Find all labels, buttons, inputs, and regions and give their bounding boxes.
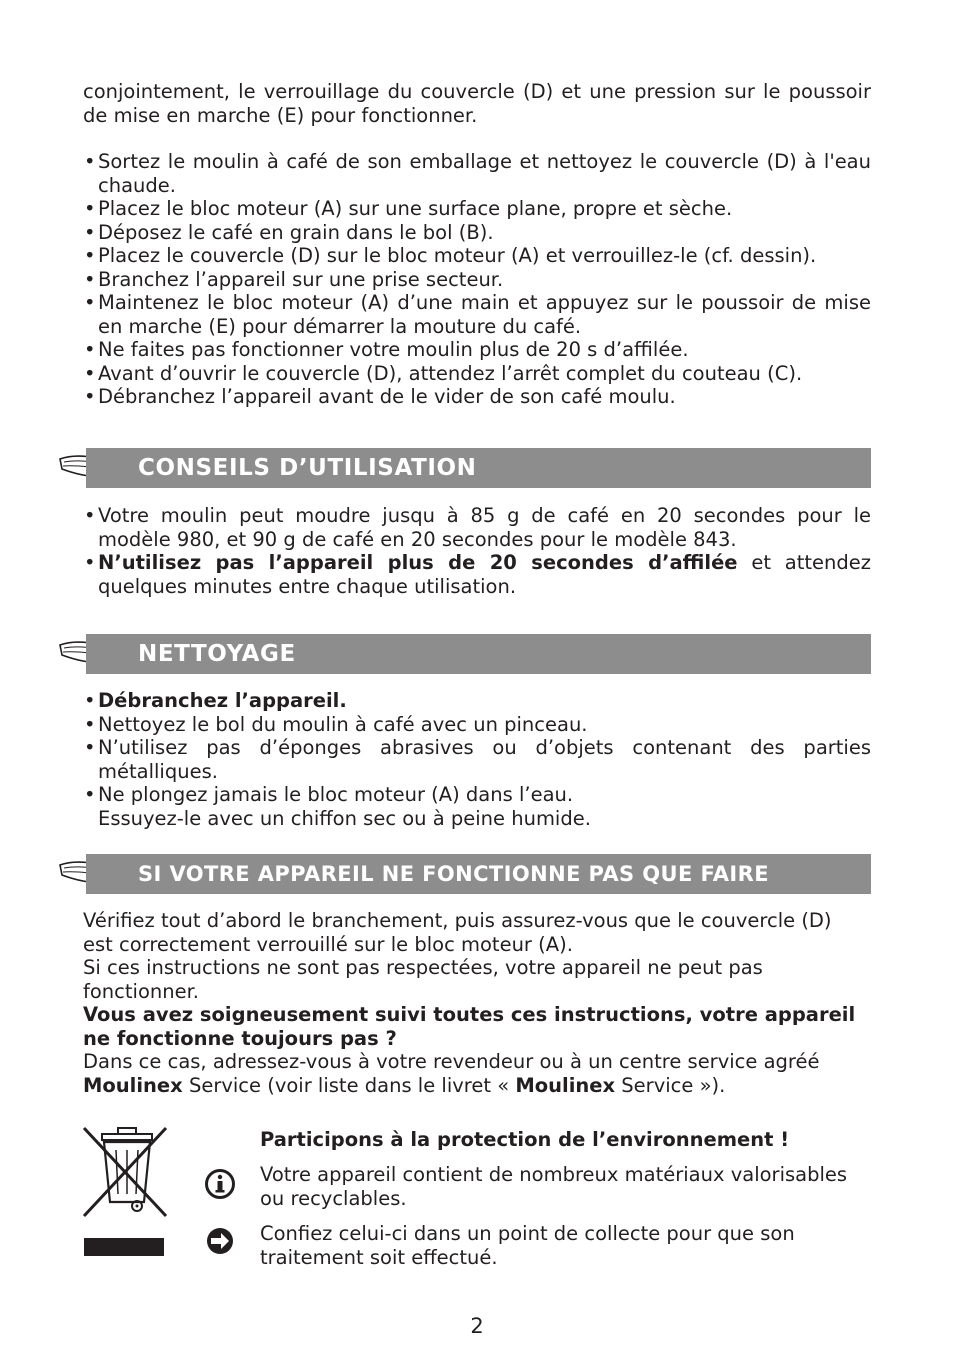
ref-label: (E) (208, 314, 236, 338)
panne-paragraph-4 (83, 1050, 858, 1097)
list-item (83, 713, 871, 737)
step-text: . (487, 220, 494, 244)
step-text: Débranchez l’appareil avant de le vider de son café moulu. (98, 385, 676, 408)
list-item (83, 385, 871, 409)
step-text: d’une main et appuyez sur le poussoir de mise en marche (98, 291, 871, 338)
panne-text: . (566, 932, 573, 956)
intro-text: pour fonctionner. (304, 103, 478, 127)
intro-text: et une pression sur le poussoir de mise en marche (83, 80, 871, 127)
collection-text: Confiez celui-ci dans un point de collecte pour que son traitement soit effectué. (260, 1222, 795, 1269)
step-text: Branchez l’appareil sur une prise secteur. (98, 267, 504, 291)
list-item (83, 736, 871, 783)
ref-e: (E) (276, 103, 305, 127)
section-title: CONSEILS D’UTILISATION (138, 455, 477, 481)
list-item (83, 244, 871, 268)
intro-paragraph (83, 80, 871, 127)
ref-label: (A) (538, 932, 567, 956)
ref-label: (D) (290, 244, 321, 267)
bullet-icon: • (84, 736, 96, 759)
usage-steps (83, 150, 871, 409)
panne-section (83, 909, 858, 1097)
ref-label: (A) (313, 197, 343, 220)
cleaning-text: Débranchez l’appareil. (98, 689, 347, 712)
cleaning-text: N’utilisez pas d’éponges abrasives ou d’objets contenant des parties métalliques. (98, 736, 871, 783)
bullet-icon: • (84, 338, 96, 361)
list-item (83, 268, 871, 292)
step-text: et verrouillez-le (cf. dessin). (539, 244, 817, 267)
cleaning-text: dans l’eau. (459, 783, 574, 806)
ref-d: (D) (523, 80, 554, 103)
bullet-icon: • (84, 689, 96, 712)
info-text: Votre appareil contient de nombreux matériaux valorisables ou recyclables. (260, 1163, 848, 1210)
list-item (83, 291, 871, 338)
list-item (83, 551, 871, 598)
step-text: . (795, 361, 803, 385)
bullet-icon: • (84, 385, 96, 408)
bullet-icon: • (84, 291, 96, 314)
brand-name: Moulinex (515, 1073, 616, 1097)
cleaning-text: Ne plongez jamais le bloc moteur (98, 783, 432, 806)
section-header-panne (86, 854, 871, 894)
panne-text: Vérifiez tout d’abord le branchement, puis assurez-vous que le couvercle (83, 909, 802, 932)
step-text: sur le bloc moteur (320, 244, 511, 267)
step-text: Déposez le café en grain dans le bol (98, 220, 459, 244)
bullet-icon: • (84, 361, 96, 385)
ref-label: (A) (510, 244, 540, 267)
ref-label: (C) (767, 361, 796, 385)
bullet-icon: • (84, 267, 96, 291)
bullet-icon: • (84, 783, 96, 806)
section-title: NETTOYAGE (138, 641, 296, 667)
ref-label: (D) (766, 150, 797, 173)
ref-label: (D) (801, 909, 832, 932)
ref-label: (A) (431, 783, 460, 806)
conseils-list (83, 504, 871, 598)
bullet-icon: • (84, 150, 96, 173)
list-item (83, 197, 871, 221)
ref-label: (B) (458, 220, 488, 244)
panne-text: Dans ce cas, adressez-vous à votre revendeur ou à un centre service agréé (83, 1050, 820, 1073)
step-text: , attendez l’arrêt complet du couteau (396, 361, 768, 385)
list-item (83, 689, 871, 713)
step-text: Sortez le moulin à café de son emballage et nettoyez le couvercle (98, 150, 767, 173)
bullet-icon: • (84, 220, 96, 244)
bullet-icon: • (84, 712, 96, 736)
panne-text: Service »). (615, 1073, 726, 1097)
tip-text: et attendez quelques minutes entre chaque utilisation. (98, 551, 871, 598)
step-text: Ne faites pas fonctionner votre moulin plus de 20 s d’affilée. (98, 338, 689, 361)
nettoyage-list (83, 689, 871, 830)
tip-warning: N’utilisez pas l’appareil plus de 20 secondes d’affilée (98, 551, 738, 574)
cleaning-text: Essuyez-le avec un chiffon sec ou à peine humide. (98, 806, 591, 830)
panne-text: est correctement verrouillé sur le bloc moteur (83, 932, 539, 956)
crossed-bin-icon (80, 1124, 172, 1259)
intro-text: conjointement, le verrouillage du couvercle (83, 80, 523, 103)
bullet-icon: • (84, 244, 96, 267)
list-item (83, 783, 871, 830)
section-header-nettoyage (86, 634, 871, 674)
cleaning-text: Nettoyez le bol du moulin à café avec un pinceau. (98, 712, 588, 736)
step-text: Placez le couvercle (98, 244, 291, 267)
list-item (83, 362, 871, 386)
step-text: Maintenez le bloc moteur (98, 291, 361, 314)
ref-label: (A) (360, 291, 390, 314)
list-item (83, 504, 871, 551)
panne-paragraph-2: Si ces instructions ne sont pas respectées, votre appareil ne peut pas fonctionner. (83, 956, 763, 1003)
info-icon (204, 1168, 236, 1200)
panne-text: Service (voir liste dans le livret « (182, 1073, 516, 1097)
step-text: Avant d’ouvrir le couvercle (98, 361, 367, 385)
step-text: pour démarrer la mouture du café. (235, 314, 582, 338)
list-item (83, 221, 871, 245)
section-title: SI VOTRE APPAREIL NE FONCTIONNE PAS QUE FAIRE (138, 862, 769, 886)
environment-heading: Participons à la protection de l’environnement ! (260, 1128, 790, 1151)
step-text: à l'eau chaude. (98, 150, 871, 197)
panne-question: Vous avez soigneusement suivi toutes ces instructions, votre appareil ne fonctionne toujours pas ? (83, 1003, 856, 1050)
arrow-right-circle-icon (204, 1225, 236, 1257)
step-text: sur une surface plane, propre et sèche. (342, 197, 733, 220)
list-item (83, 338, 871, 362)
brand-name: Moulinex (83, 1073, 183, 1097)
bullet-icon: • (84, 551, 96, 574)
section-header-conseils (86, 448, 871, 488)
ref-label: (D) (366, 361, 397, 385)
list-item (83, 150, 871, 197)
bullet-icon: • (84, 504, 96, 527)
page-number: 2 (470, 1314, 484, 1338)
panne-paragraph-1 (83, 909, 858, 956)
step-text: Placez le bloc moteur (98, 197, 314, 220)
bullet-icon: • (84, 197, 96, 220)
tip-text: Votre moulin peut moudre jusqu à 85 g de café en 20 secondes pour le modèle 980, et 90 g de café en 20 secondes pour le modèle 843. (98, 504, 871, 551)
